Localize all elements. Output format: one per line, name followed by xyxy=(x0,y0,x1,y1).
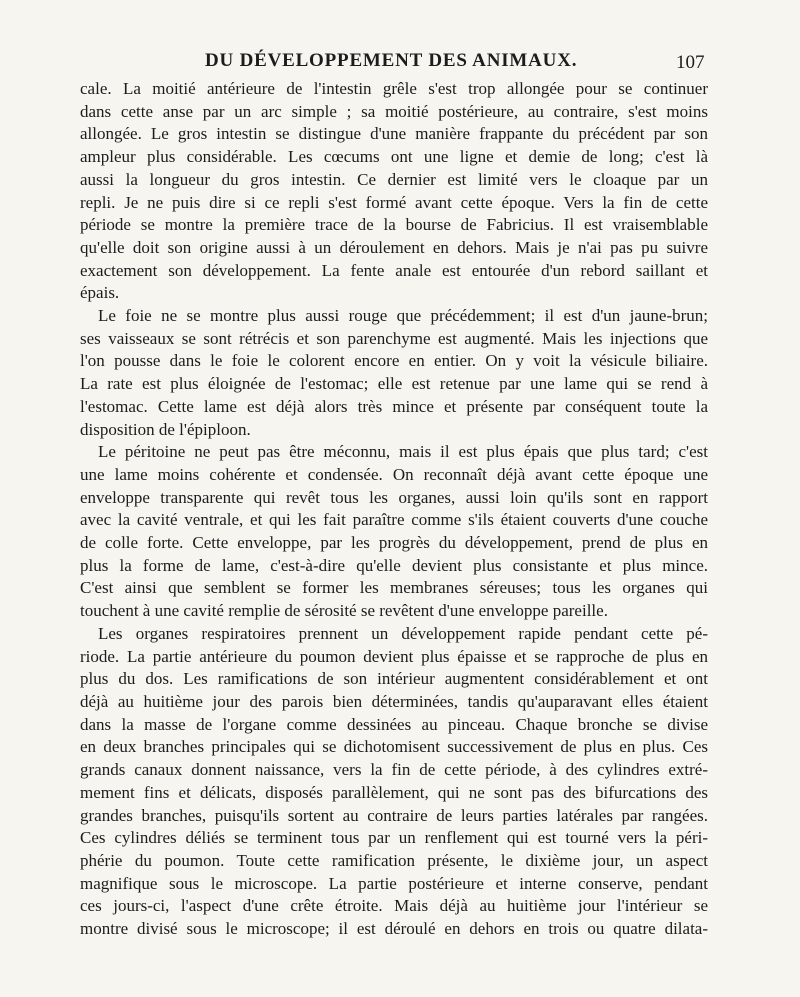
paragraph-intestine xyxy=(80,78,708,305)
text-line: disposition de l'épiploon. xyxy=(80,419,251,439)
text-line: plus la forme de lame, c'est-à-dire qu'elle devient plus consistante et plus mince. xyxy=(80,555,708,575)
text-line: ampleur plus considérable. Les cœcums ont une ligne et demie de long; c'est là xyxy=(80,147,708,167)
text-line: plus du dos. Les ramifications de son intérieur augmentent considérablement et ont xyxy=(80,669,708,689)
paragraph-respiratory xyxy=(80,623,708,941)
text-line: grands canaux donnent naissance, vers la fin de cette période, à des cylindres extré- xyxy=(80,760,708,780)
body-text xyxy=(80,78,708,941)
paragraph-peritoneum xyxy=(80,441,708,623)
text-line: enveloppe transparente qui revêt tous les organes, aussi loin qu'ils sont en rapport xyxy=(80,487,708,507)
text-line: magnifique sous le microscope. La partie postérieure et interne conserve, pendant xyxy=(80,873,708,893)
text-line: avec la cavité ventrale, et qui les fait paraître comme s'ils étaient couverts d'une couche xyxy=(80,510,708,530)
text-line: Le foie ne se montre plus aussi rouge que précédemment; il est d'un jaune-brun; xyxy=(98,306,708,326)
page-number: 107 xyxy=(676,52,705,73)
text-line: de colle forte. Cette enveloppe, par les progrès du développement, prend de plus en xyxy=(80,533,708,553)
text-line: l'on pousse dans le foie le colorent encore en entier. On y voit la vésicule biliaire. xyxy=(80,351,708,371)
text-line: riode. La partie antérieure du poumon devient plus épaisse et se rapproche de plus en xyxy=(80,646,708,666)
text-line: l'estomac. Cette lame est déjà alors très mince et présente par conséquent toute la xyxy=(80,396,708,416)
text-line: dans la masse de l'organe comme dessinées au pinceau. Chaque bronche se divise xyxy=(80,714,708,734)
text-line: La rate est plus éloignée de l'estomac; elle est retenue par une lame qui se rend à xyxy=(80,374,708,394)
text-line: cale. La moitié antérieure de l'intestin grêle s'est trop allongée pour se continuer xyxy=(80,79,708,98)
text-line: déjà au huitième jour des parois bien déterminées, tandis qu'auparavant elles étaient xyxy=(80,691,708,711)
text-line: période se montre la première trace de la bourse de Fabricius. Il est vraisemblable xyxy=(80,215,708,235)
text-line: en deux branches principales qui se dichotomisent successivement de plus en plus. Ces xyxy=(80,737,708,757)
page-header xyxy=(0,50,800,76)
text-line: Les organes respiratoires prennent un développement rapide pendant cette pé- xyxy=(98,623,708,643)
text-line: C'est ainsi que semblent se former les membranes séreuses; tous les organes qui xyxy=(80,578,708,598)
text-line: phérie du poumon. Toute cette ramification présente, le dixième jour, un aspect xyxy=(80,850,708,870)
text-line: montre divisé sous le microscope; il est déroulé en dehors en trois ou quatre dilata- xyxy=(80,919,708,939)
text-line: repli. Je ne puis dire si ce repli s'est formé avant cette époque. Vers la fin de cette xyxy=(80,192,708,212)
text-line: dans cette anse par un arc simple ; sa moitié postérieure, au contraire, s'est moins xyxy=(80,101,708,121)
text-line: Le péritoine ne peut pas être méconnu, mais il est plus épais que plus tard; c'est xyxy=(98,442,708,462)
text-line: allongée. Le gros intestin se distingue d'une manière frappante du précédent par son xyxy=(80,124,708,144)
text-line: ces jours-ci, l'aspect d'une crête étroite. Mais déjà au huitième jour l'intérieur se xyxy=(80,896,708,916)
text-line: Ces cylindres déliés se terminent tous par un renflement qui est tourné vers la péri- xyxy=(80,828,708,848)
text-line: ses vaisseaux se sont rétrécis et son parenchyme est augmenté. Mais les injections que xyxy=(80,328,708,348)
text-line: mement fins et délicats, disposés parallèlement, qui ne sont pas des bifurcations des xyxy=(80,782,708,802)
text-line: qu'elle doit son origine aussi à un déroulement en dehors. Mais je n'ai pas pu suivre xyxy=(80,237,708,257)
running-head: DU DÉVELOPPEMENT DES ANIMAUX. xyxy=(205,50,578,71)
text-line: aussi la longueur du gros intestin. Ce dernier est limité vers le cloaque par un xyxy=(80,169,708,189)
text-line: une lame moins cohérente et condensée. On reconnaît déjà avant cette époque une xyxy=(80,464,708,484)
text-line: grandes branches, puisqu'ils sortent au contraire de leurs parties latérales par rangées. xyxy=(80,805,708,825)
text-line: épais. xyxy=(80,283,120,303)
paragraph-liver xyxy=(80,305,708,441)
text-line: touchent à une cavité remplie de sérosité se revêtent d'une enveloppe pareille. xyxy=(80,601,608,621)
text-line: exactement son développement. La fente anale est entourée d'un rebord saillant et xyxy=(80,260,708,280)
